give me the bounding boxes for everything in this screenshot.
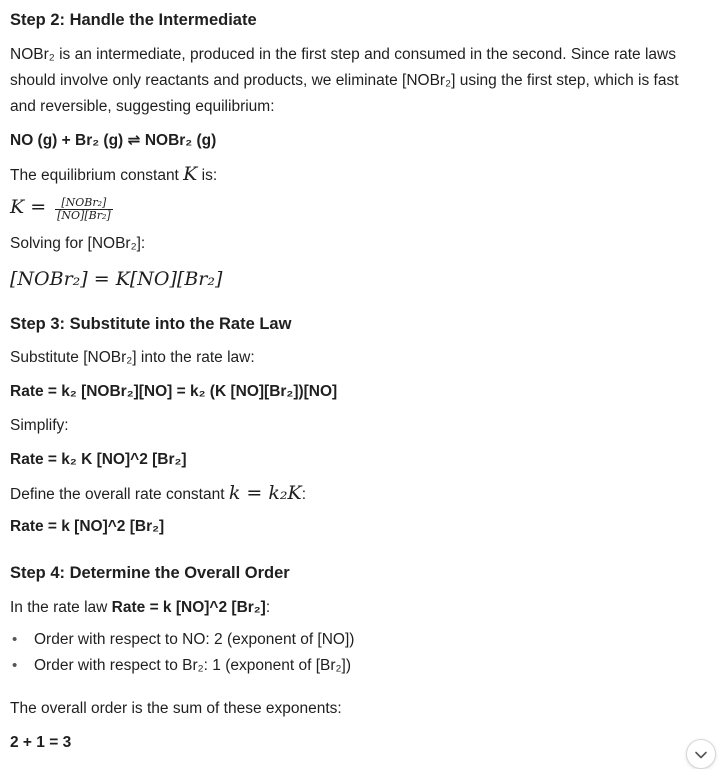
simplify-text: Simplify: — [10, 417, 69, 434]
k-fraction — [55, 197, 113, 222]
step4-intro — [10, 598, 270, 618]
solved-equation: [NOBr₂] = K[NO][Br₂] — [10, 268, 223, 290]
define-text-end: : — [301, 486, 307, 503]
list-item-text: Order with respect to Br₂: 1 (exponent of [Br₂]) — [34, 657, 351, 674]
step2-paragraph-line-2: should involve only reactants and products, we eliminate [NOBr₂] using the first step, which is fast — [10, 72, 679, 89]
list-item — [10, 656, 354, 682]
sum-equation: 2 + 1 = 3 — [10, 734, 72, 751]
bullet-icon: • — [12, 657, 18, 674]
equilibrium-constant-formula — [10, 192, 113, 223]
k-denominator: [NO][Br₂] — [57, 208, 111, 222]
simplified-rate-law: Rate = k₂ K [NO]^2 [Br₂] — [10, 451, 187, 468]
define-rate-constant — [10, 483, 306, 505]
step4-intro-rate: Rate = k [NO]^2 [Br₂] — [111, 599, 266, 616]
equilibrium-constant-intro — [10, 164, 217, 186]
equilibrium-equation: NO (g) + Br₂ (g) ⇌ NOBr₂ (g) — [10, 132, 217, 149]
step2-heading: Step 2: Handle the Intermediate — [10, 11, 257, 29]
step2-paragraph-line-1: NOBr₂ is an intermediate, produced in the first step and consumed in the second. Since rate laws — [10, 46, 676, 63]
rate-law-substitution: Rate = k₂ [NOBr₂][NO] = k₂ (K [NO][Br₂])[NO] — [10, 383, 338, 400]
step4-heading: Step 4: Determine the Overall Order — [10, 564, 290, 582]
define-text: Define the overall rate constant — [10, 486, 229, 503]
define-math: k = k₂K — [228, 482, 302, 504]
k-lhs: K = — [10, 196, 47, 218]
k-symbol: K — [183, 163, 198, 185]
step4-intro-text: In the rate law — [10, 599, 112, 616]
step3-intro: Substitute [NOBr₂] into the rate law: — [10, 349, 255, 366]
step2-paragraph-line-3: and reversible, suggesting equilibrium: — [10, 98, 275, 115]
list-item-text: Order with respect to NO: 2 (exponent of [NO]) — [34, 631, 355, 648]
solving-text: Solving for [NOBr₂]: — [10, 235, 146, 252]
intro-text: The equilibrium constant — [10, 167, 184, 184]
scroll-down-button[interactable] — [686, 739, 716, 769]
k-numerator: [NOBr₂] — [55, 197, 113, 210]
sum-text: The overall order is the sum of these exponents: — [10, 700, 342, 717]
bullet-icon: • — [12, 631, 18, 648]
list-item — [10, 630, 354, 656]
step3-heading: Step 3: Substitute into the Rate Law — [10, 315, 292, 333]
chevron-down-icon — [694, 748, 708, 762]
intro-text-end: is: — [197, 167, 218, 184]
step4-intro-end: : — [265, 599, 271, 616]
order-list — [10, 630, 354, 682]
final-rate-law: Rate = k [NO]^2 [Br₂] — [10, 518, 165, 535]
